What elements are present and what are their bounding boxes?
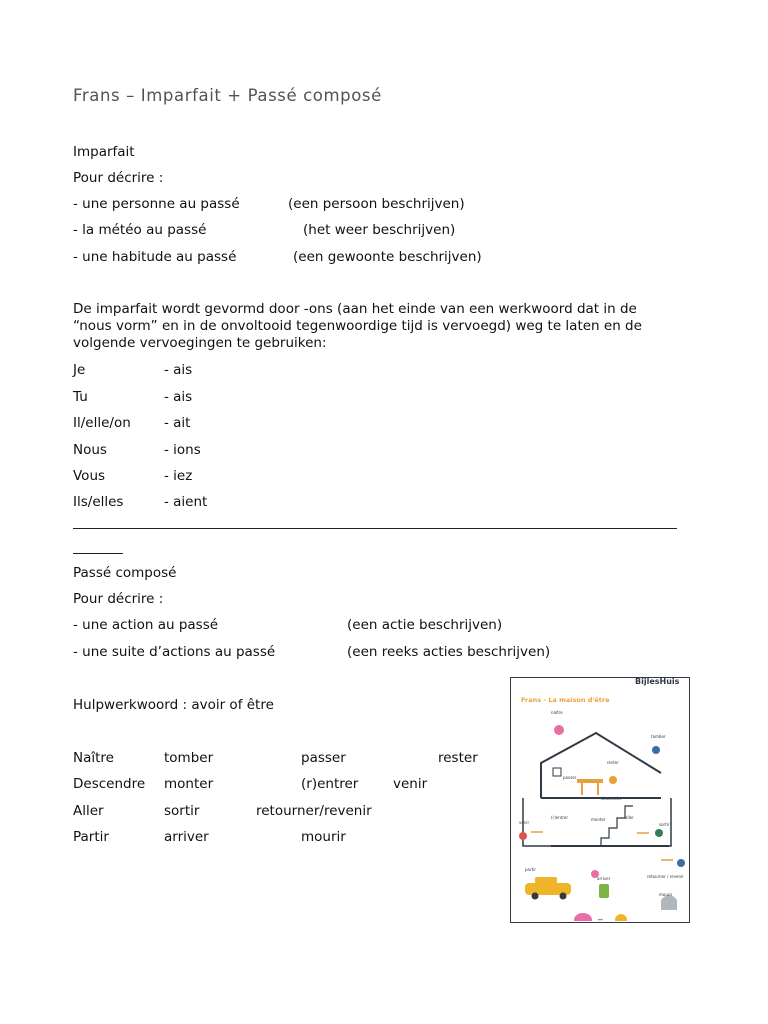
conj-pronoun-3: Il/elle/on bbox=[73, 415, 131, 431]
section-divider bbox=[73, 528, 677, 530]
pc-intro: Pour décrire : bbox=[73, 591, 164, 607]
conj-ending-6: - aient bbox=[164, 494, 208, 510]
brain-icon bbox=[574, 913, 592, 921]
page-title: Frans – Imparfait + Passé composé bbox=[73, 86, 382, 105]
verb: (r)entrer bbox=[301, 776, 359, 792]
pc-heading: Passé composé bbox=[73, 565, 177, 581]
svg-text:=: = bbox=[597, 916, 604, 921]
verb: sortir bbox=[164, 803, 200, 819]
label-naitre: naître bbox=[551, 710, 563, 715]
conj-pronoun-4: Nous bbox=[73, 442, 107, 458]
poster-title: Frans - La maison d'être bbox=[521, 696, 610, 704]
table-icon bbox=[577, 779, 603, 783]
pc-use-2-nl: (een reeks acties beschrijven) bbox=[347, 644, 551, 660]
label-sortir: sortir bbox=[659, 822, 670, 827]
baby-icon bbox=[554, 725, 564, 735]
label-aller: aller bbox=[625, 815, 634, 820]
pc-use-1-nl: (een actie beschrijven) bbox=[347, 617, 503, 633]
label-descendre: descendre bbox=[601, 796, 622, 801]
verb: Partir bbox=[73, 829, 109, 845]
label-tomber: tomber bbox=[651, 734, 666, 739]
verb: retourner/revenir bbox=[256, 803, 372, 819]
imparfait-use-1 bbox=[73, 196, 240, 212]
imparfait-use-3: - une habitude au passé bbox=[73, 249, 237, 265]
walking-person-icon bbox=[519, 832, 527, 840]
stairs-icon bbox=[601, 806, 633, 846]
imparfait-explanation: De imparfait wordt gevormd door -ons (aan het einde van een werkwoord dat in de “nous vorm” en in de onvoltooid tegenwoordige tijd is vervoegd) weg te laten en de volgende vervoegingen te gebruiken: bbox=[73, 301, 642, 351]
label-mourir: mourir bbox=[659, 892, 673, 897]
verb: Descendre bbox=[73, 776, 146, 792]
label-retourner: retourner / revenir bbox=[647, 874, 684, 879]
returning-person-icon bbox=[677, 859, 685, 867]
imparfait-heading: Imparfait bbox=[73, 144, 135, 160]
imparfait-use-1-nl: (een persoon beschrijven) bbox=[288, 196, 465, 212]
use-fr: - une personne au passé bbox=[73, 196, 240, 212]
verb: mourir bbox=[301, 829, 346, 845]
conj-pronoun-1: Je bbox=[73, 362, 86, 378]
muscle-icon bbox=[615, 914, 627, 921]
conj-pronoun-2: Tu bbox=[73, 389, 88, 405]
verb: arriver bbox=[164, 829, 209, 845]
label-rentrer: (r)entrer bbox=[551, 815, 568, 820]
imparfait-use-2-nl: (het weer beschrijven) bbox=[303, 222, 456, 238]
ground-floor bbox=[523, 798, 671, 846]
verb: Aller bbox=[73, 803, 104, 819]
conj-pronoun-6: Ils/elles bbox=[73, 494, 124, 510]
verb: Naître bbox=[73, 750, 114, 766]
poster-illustration bbox=[511, 678, 688, 921]
verb: passer bbox=[301, 750, 346, 766]
pc-use-1: - une action au passé bbox=[73, 617, 219, 633]
imparfait-intro: Pour décrire : bbox=[73, 170, 164, 186]
conj-ending-5: - iez bbox=[164, 468, 193, 484]
conj-ending-3: - ait bbox=[164, 415, 191, 431]
verb: rester bbox=[438, 750, 478, 766]
label-venir: venir bbox=[519, 820, 530, 825]
conj-ending-4: - ions bbox=[164, 442, 201, 458]
roof-icon bbox=[541, 733, 661, 798]
section-divider-tail bbox=[73, 553, 123, 555]
imparfait-use-2: - la météo au passé bbox=[73, 222, 207, 238]
label-rester: rester bbox=[607, 760, 619, 765]
verb: venir bbox=[393, 776, 428, 792]
label-monter: monter bbox=[591, 817, 606, 822]
label-partir: partir bbox=[525, 867, 536, 872]
imparfait-use-3-nl: (een gewoonte beschrijven) bbox=[293, 249, 482, 265]
label-arriver: arriver bbox=[597, 876, 611, 881]
label-passer: passer bbox=[563, 775, 577, 780]
verb: tomber bbox=[164, 750, 214, 766]
falling-person-icon bbox=[652, 746, 660, 754]
conj-ending-2: - ais bbox=[164, 389, 193, 405]
poster-brand: BijlesHuis bbox=[635, 678, 680, 686]
conj-pronoun-5: Vous bbox=[73, 468, 106, 484]
conj-ending-1: - ais bbox=[164, 362, 193, 378]
verb: monter bbox=[164, 776, 214, 792]
tombstone-icon bbox=[661, 895, 677, 910]
pc-auxiliary: Hulpwerkwoord : avoir of être bbox=[73, 697, 274, 713]
sitting-person-icon bbox=[609, 776, 617, 784]
maison-etre-poster bbox=[510, 677, 690, 923]
leaving-person-icon bbox=[655, 829, 663, 837]
pc-use-2: - une suite d’actions au passé bbox=[73, 644, 276, 660]
suitcase-icon bbox=[599, 884, 609, 898]
